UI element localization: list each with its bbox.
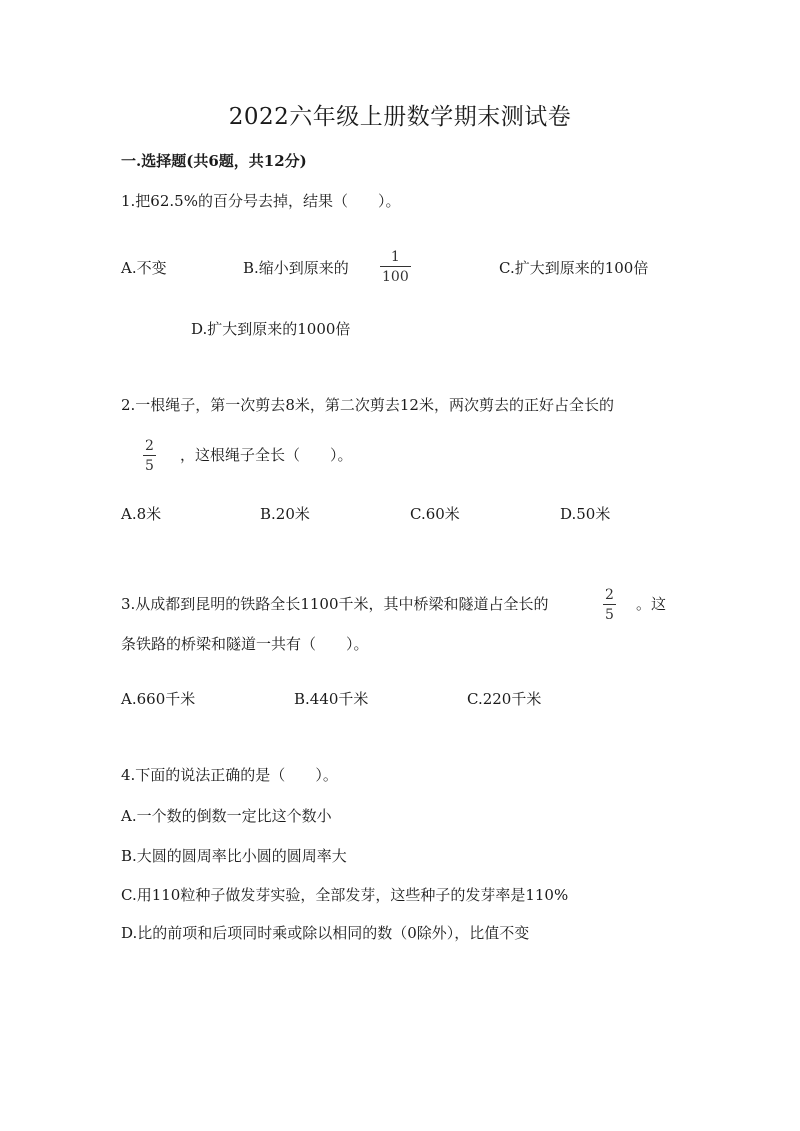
question-4-option-b: B.大圆的圆周率比小圆的圆周率大 xyxy=(121,847,347,865)
question-4-stem: 4.下面的说法正确的是（ ）。 xyxy=(121,766,338,784)
question-2-stem-continued: ，这根绳子全长（ ）。 xyxy=(180,446,353,464)
question-3-option-a: A.660千米 xyxy=(121,690,196,708)
question-2-option-c: C.60米 xyxy=(410,505,460,523)
question-4-option-a: A.一个数的倒数一定比这个数小 xyxy=(121,807,332,825)
question-2-option-a: A.8米 xyxy=(121,505,162,523)
question-3-stem-continued: 条铁路的桥梁和隧道一共有（ ）。 xyxy=(121,635,369,653)
question-1-option-a: A.不变 xyxy=(121,259,167,277)
fraction-numerator: 2 xyxy=(145,438,154,454)
question-3-fraction xyxy=(603,588,616,622)
question-2-option-d: D.50米 xyxy=(560,505,611,523)
question-1-fraction xyxy=(380,250,411,284)
page-title: 2022六年级上册数学期末测试卷 xyxy=(228,104,572,130)
question-2-fraction xyxy=(143,439,156,473)
fraction-denominator: 5 xyxy=(605,607,614,623)
fraction-denominator: 100 xyxy=(382,269,409,285)
question-1-option-b: B.缩小到原来的 xyxy=(243,259,349,277)
section-heading: 一.选择题(共6题，共12分) xyxy=(121,152,307,170)
fraction-numerator: 2 xyxy=(605,587,614,603)
question-1-option-d: D.扩大到原来的1000倍 xyxy=(191,320,351,338)
fraction-numerator: 1 xyxy=(390,249,400,265)
question-3-stem: 3.从成都到昆明的铁路全长1100千米，其中桥梁和隧道占全长的 xyxy=(121,595,549,613)
question-3-option-b: B.440千米 xyxy=(294,690,369,708)
question-3-option-c: C.220千米 xyxy=(467,690,542,708)
question-1-option-c: C.扩大到原来的100倍 xyxy=(499,259,649,277)
fraction-denominator: 5 xyxy=(145,458,154,474)
question-4-option-d: D.比的前项和后项同时乘或除以相同的数（0除外），比值不变 xyxy=(121,924,530,942)
question-3-stem-tail: 。这 xyxy=(636,595,667,613)
question-2-stem: 2.一根绳子，第一次剪去8米，第二次剪去12米，两次剪去的正好占全长的 xyxy=(121,396,614,414)
question-4-option-c: C.用110粒种子做发芽实验，全部发芽，这些种子的发芽率是110% xyxy=(121,886,569,904)
question-1-stem: 1.把62.5%的百分号去掉，结果（ ）。 xyxy=(121,192,401,210)
question-2-option-b: B.20米 xyxy=(260,505,310,523)
